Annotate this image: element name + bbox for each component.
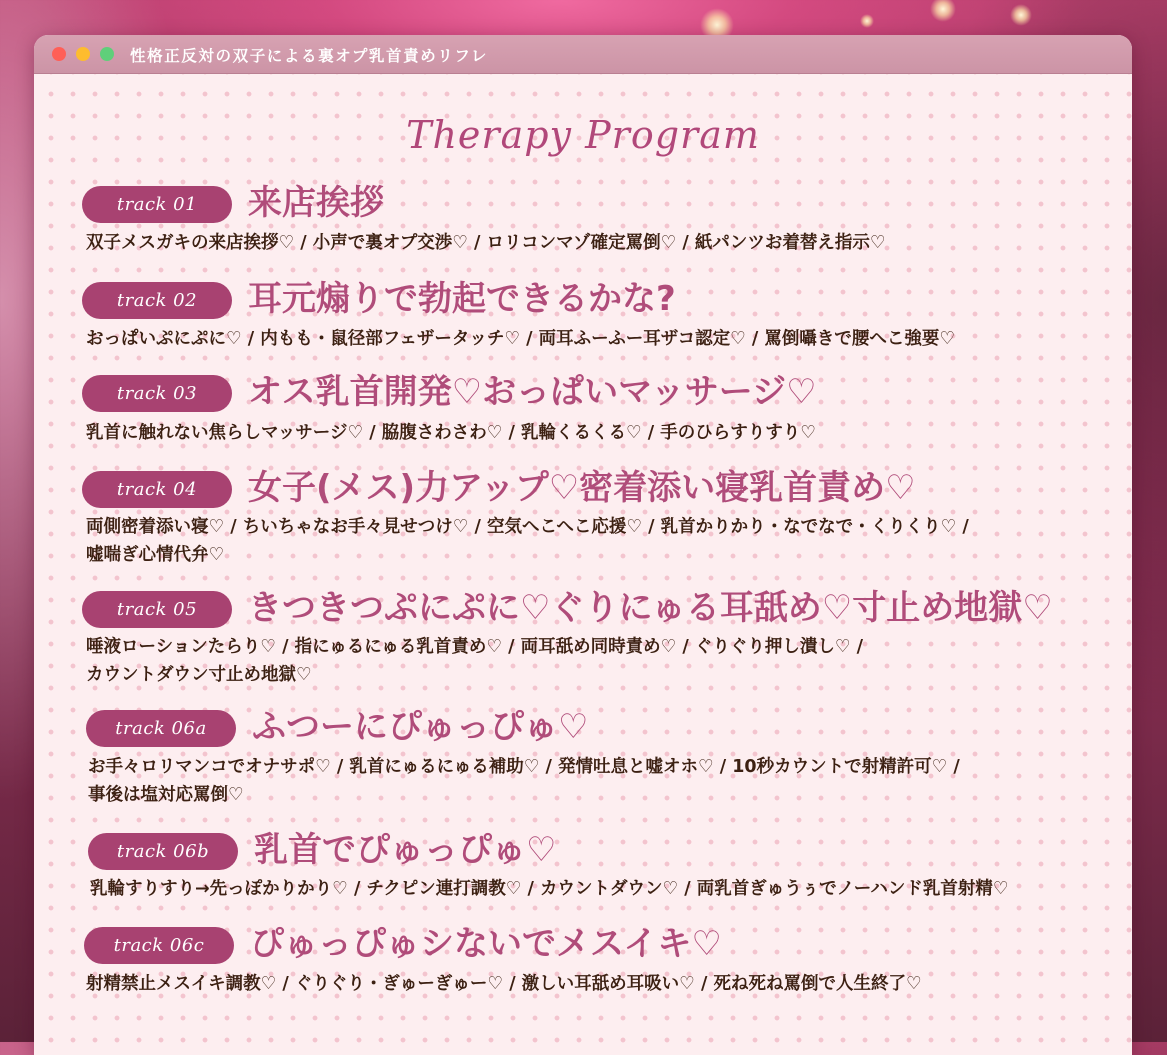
- track-description: 双子メスガキの来店挨拶♡ / 小声で裏オプ交渉♡ / ロリコンマゾ確定罵倒♡ / 紙パンツお着替え指示♡: [86, 233, 886, 253]
- maximize-window-button[interactable]: [100, 47, 114, 61]
- track-description: 射精禁止メスイキ調教♡ / ぐりぐり・ぎゅーぎゅー♡ / 激しい耳舐め耳吸い♡ / 死ね死ね罵倒で人生終了♡: [86, 974, 922, 994]
- track-label-badge: track 01: [82, 186, 232, 223]
- track-description: 乳輪すりすり→先っぽかりかり♡ / チクピン連打調教♡ / カウントダウン♡ / 両乳首ぎゅうぅでノーハンド乳首射精♡: [90, 879, 1009, 899]
- track-title: オス乳首開発♡おっぱいマッサージ♡: [248, 372, 817, 412]
- track-title: 耳元煽りで勃起できるかな?: [248, 279, 676, 319]
- window-title: 性格正反対の双子による裏オプ乳首責めリフレ: [130, 47, 489, 65]
- track-title: 来店挨拶: [248, 183, 384, 223]
- sparkle-decoration: [860, 14, 874, 28]
- track-title: 乳首でぴゅっぴゅ♡: [254, 830, 557, 870]
- close-window-button[interactable]: [52, 47, 66, 61]
- track-title: ふつーにぴゅっぴゅ♡: [252, 707, 589, 747]
- track-label-badge: track 04: [82, 471, 232, 508]
- window-titlebar: [34, 35, 1132, 74]
- app-window: [34, 35, 1132, 1055]
- track-description: 乳首に触れない焦らしマッサージ♡ / 脇腹さわさわ♡ / 乳輪くるくる♡ / 手のひらすりすり♡: [86, 423, 816, 443]
- track-title: 女子(メス)力アップ♡密着添い寝乳首責め♡: [248, 468, 916, 508]
- track-description: 両側密着添い寝♡ / ちいちゃなお手々見せつけ♡ / 空気へこへこ応援♡ / 乳首かりかり・なでなで・くりくり♡ / 嘘喘ぎ心情代弁♡: [86, 517, 969, 565]
- track-description: お手々ロリマンコでオナサポ♡ / 乳首にゅるにゅる補助♡ / 発情吐息と嘘オホ♡ / 10秒カウントで射精許可♡ / 事後は塩対応罵倒♡: [88, 757, 960, 805]
- track-label-badge: track 03: [82, 375, 232, 412]
- track-label-badge: track 05: [82, 591, 232, 628]
- sparkle-decoration: [930, 0, 956, 22]
- sparkle-decoration: [1010, 4, 1032, 26]
- track-description: 唾液ローションたらり♡ / 指にゅるにゅる乳首責め♡ / 両耳舐め同時責め♡ / ぐりぐり押し潰し♡ / カウントダウン寸止め地獄♡: [86, 637, 864, 685]
- program-heading: Therapy Program: [406, 113, 760, 157]
- track-title: ぴゅっぴゅシないでメスイキ♡: [250, 924, 722, 964]
- track-description: おっぱいぷにぷに♡ / 内もも・鼠径部フェザータッチ♡ / 両耳ふーふー耳ザコ認定♡ / 罵倒囁きで腰へこ強要♡: [86, 329, 956, 349]
- track-label-badge: track 06a: [86, 710, 236, 747]
- minimize-window-button[interactable]: [76, 47, 90, 61]
- track-label-badge: track 06c: [84, 927, 234, 964]
- track-title: きつきつぷにぷに♡ぐりにゅる耳舐め♡寸止め地獄♡: [248, 588, 1053, 628]
- track-label-badge: track 02: [82, 282, 232, 319]
- track-label-badge: track 06b: [88, 833, 238, 870]
